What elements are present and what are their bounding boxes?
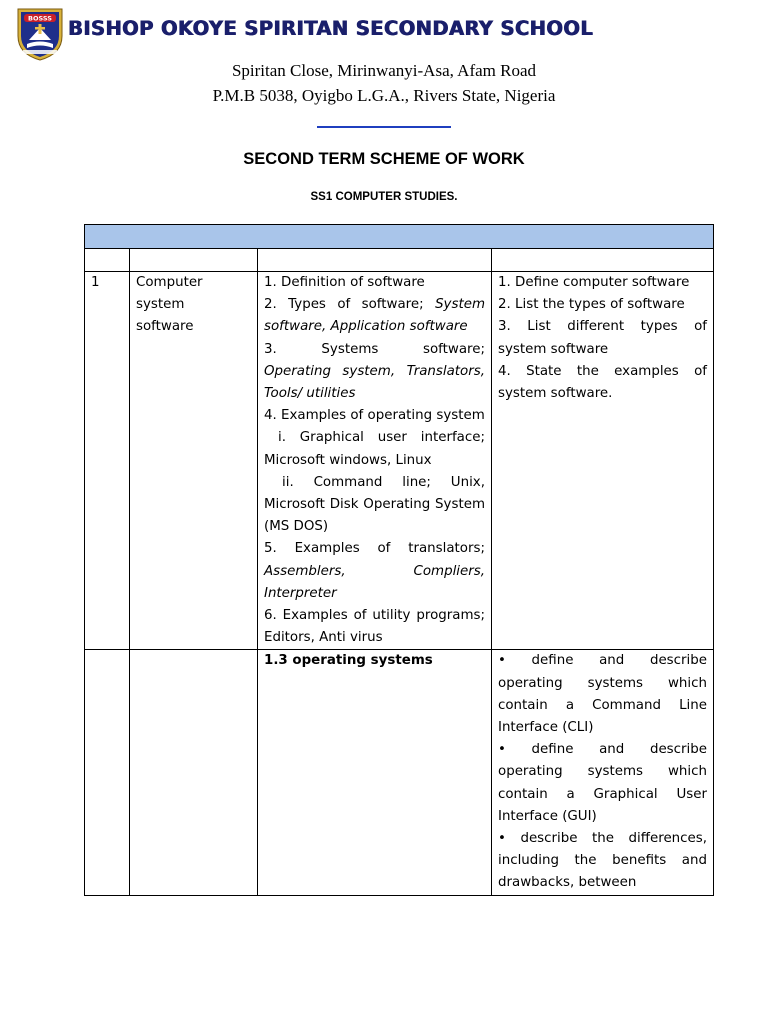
topic-cell	[130, 272, 258, 650]
document-subtitle: SS1 COMPUTER STUDIES.	[310, 191, 458, 203]
content-cell	[258, 272, 492, 650]
content-line: 1. Definition of software	[264, 275, 425, 290]
week-cell: 1	[85, 272, 130, 650]
school-name: BISHOP OKOYE SPIRITAN SECONDARY SCHOOL	[68, 17, 594, 40]
address-line-2: P.M.B 5038, Oyigbo L.G.A., Rivers State, Nigeria	[212, 86, 556, 105]
content-line: 4. Examples of operating system	[264, 408, 485, 424]
objective-line: 2. List the types of software	[498, 297, 685, 313]
objective-line: 1. Define computer software	[498, 275, 690, 290]
objective-line: • define and describe operating systems which contain a Graphical User Interface (GUI)	[498, 742, 707, 824]
objectives-cell	[492, 650, 714, 895]
objective-line: • describe the differences, including the benefits and drawbacks, between	[498, 831, 707, 891]
objectives-cell	[492, 272, 714, 650]
address-line-1: Spiritan Close, Mirinwanyi-Asa, Afam Road	[231, 61, 537, 80]
content-line: 2. Types of software; System software, Application software	[264, 297, 485, 335]
objective-line: 3. List different types of system software	[498, 319, 707, 357]
content-heading: 1.3 operating systems	[264, 653, 433, 669]
document-title: SECOND TERM SCHEME OF WORK	[243, 150, 525, 168]
table-header-band	[85, 225, 714, 249]
week-cell	[85, 650, 130, 895]
school-crest-logo	[15, 6, 65, 62]
content-line: 5. Examples of translators;	[264, 541, 485, 557]
content-cell	[258, 650, 492, 895]
content-line: Assemblers, Compliers, Interpreter	[264, 563, 485, 601]
content-line: ii. Command line; Unix, Microsoft Disk Operating System (MS DOS)	[264, 474, 485, 535]
content-line: i. Graphical user interface; Microsoft windows, Linux	[264, 430, 485, 468]
table-row	[85, 650, 714, 895]
scheme-table	[84, 224, 714, 896]
objective-line: • define and describe operating systems which contain a Command Line Interface (CLI)	[498, 653, 707, 736]
topic-text: Computer system software	[136, 275, 203, 335]
topic-cell	[130, 650, 258, 895]
content-line: 3. Systems software;	[264, 341, 485, 357]
table-blank-row	[85, 249, 714, 272]
table-row	[85, 272, 714, 650]
content-line: Operating system, Translators, Tools/ utilities	[264, 363, 485, 402]
logo-text: BOSSS	[28, 14, 52, 23]
content-line: 6. Examples of utility programs; Editors, Anti virus	[264, 608, 485, 646]
objective-line: 4. State the examples of system software.	[498, 363, 707, 402]
divider-rule	[317, 126, 451, 128]
